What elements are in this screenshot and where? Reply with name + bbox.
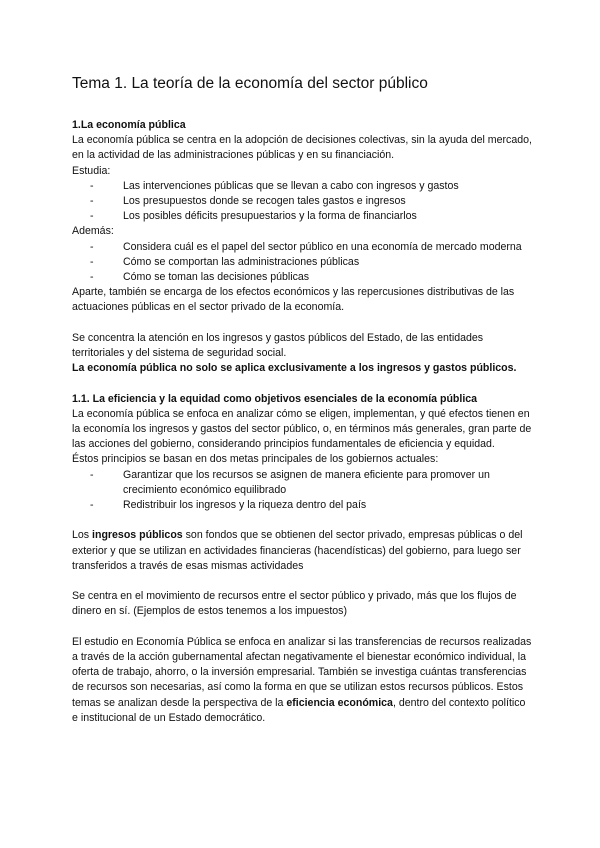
estudia-list xyxy=(72,179,532,225)
list-item: - Cómo se toman las decisiones públicas xyxy=(86,270,532,285)
principios-list xyxy=(72,468,532,514)
section-1-intro: La economía pública se centra en la adopción de decisiones colectivas, sin la ayuda del mercado, en la actividad de las administraciones públicas y en su financiación. xyxy=(72,134,532,162)
estudio-post-text: , dentro del contexto político e institucional de un Estado democrático. xyxy=(72,696,526,724)
section-1-1-intro: La economía pública se enfoca en analizar cómo se eligen, implementan, y qué efectos tienen en la economía los ingresos y gastos del sector público, o, en términos más generales, gran parte de las acciones del gobierno, considerando principios fundamentales de eficiencia y equidad. xyxy=(72,407,532,451)
list-item: - Redistribuir los ingresos y la riqueza dentro del país xyxy=(86,498,532,513)
list-item: - Considera cuál es el papel del sector público en una economía de mercado moderna xyxy=(86,240,532,255)
estudio-bold-term: eficiencia económica xyxy=(286,696,393,709)
estudio-paragraph xyxy=(72,635,532,726)
principios-paragraph: Éstos principios se basan en dos metas principales de los gobiernos actuales: xyxy=(72,453,439,466)
ingresos-bold-term: ingresos públicos xyxy=(92,529,183,542)
ingresos-paragraph xyxy=(72,528,532,574)
ademas-list xyxy=(72,240,532,286)
list-item: - Garantizar que los recursos se asignen de manera eficiente para promover un crecimiento económico equilibrado xyxy=(86,468,532,498)
section-1-1-heading: 1.1. La eficiencia y la equidad como objetivos esenciales de la economía pública xyxy=(72,392,478,405)
ingresos-post-text: son fondos que se obtienen del sector privado, empresas públicas o del exterior y que se utilizan en actividades financieras (hacendísticas) del gobierno, para luego ser transferidos a través de esas mismas actividades xyxy=(72,529,523,572)
list-item: - Los posibles déficits presupuestarios y la forma de financiarlos xyxy=(86,209,532,224)
page-title: Tema 1. La teoría de la economía del sector público xyxy=(72,75,428,92)
concentra-paragraph: Se concentra la atención en los ingresos y gastos públicos del Estado, de las entidades territoriales y del sistema de seguridad social. xyxy=(72,331,484,360)
list-item: - Las intervenciones públicas que se llevan a cabo con ingresos y gastos xyxy=(86,179,532,194)
aparte-paragraph: Aparte, también se encarga de los efectos económicos y las repercusiones distributivas de las actuaciones públicas en el sector privado de la economía. xyxy=(72,286,515,314)
ademas-label: Además: xyxy=(72,225,114,238)
list-item: - Cómo se comportan las administraciones públicas xyxy=(86,255,532,270)
estudio-pre-text: El estudio en Economía Pública se enfoca en analizar si las transferencias de recursos realizadas a través de la acción gubernamental afectan negativamente el bienestar económico individual, la oferta de trabajo, ahorro, o la inversión empresarial. También se investiga cuántas transferencias de recursos son necesarias, así como la forma en que se utilizan estos recursos públicos. Estos temas se analizan desde la perspectiva de la xyxy=(72,635,532,709)
movimiento-paragraph: Se centra en el movimiento de recursos entre el sector público y privado, más que los flujos de dinero en sí. (Ejemplos de estos tenemos a los impuestos) xyxy=(72,590,517,618)
ingresos-pre-text: Los xyxy=(72,529,93,542)
list-item: - Los presupuestos donde se recogen tales gastos e ingresos xyxy=(86,194,532,209)
estudia-label: Estudia: xyxy=(72,164,111,177)
section-1-heading: 1.La economía pública xyxy=(72,119,186,131)
bold-statement: La economía pública no solo se aplica exclusivamente a los ingresos y gastos públicos. xyxy=(72,362,517,375)
